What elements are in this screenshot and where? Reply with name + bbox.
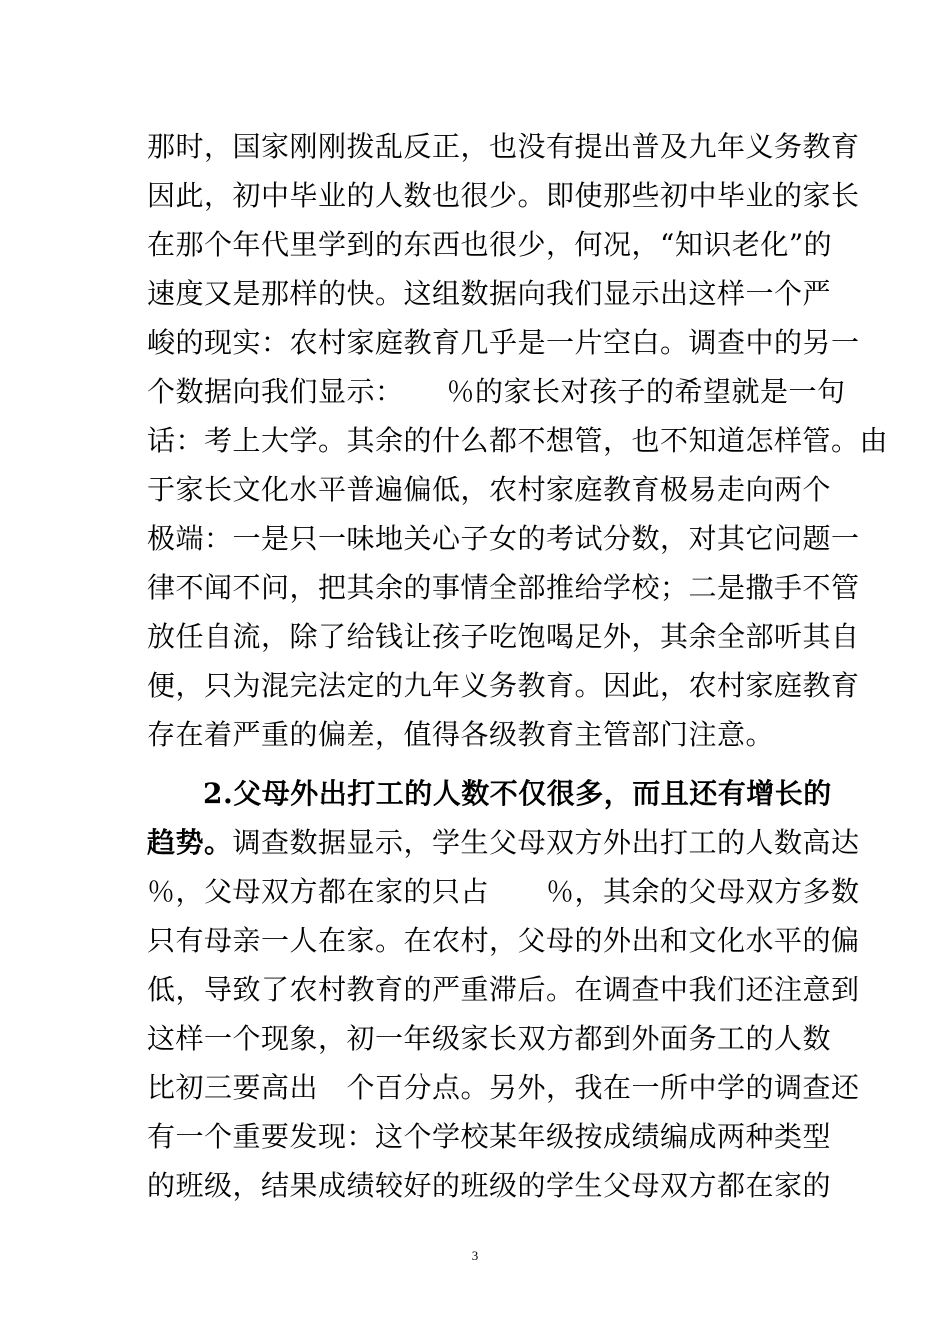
text-line: 在那个年代里学到的东西也很少，何况，“知识老化”的 [147,228,833,261]
text-line: 极端：一是只一味地关心子女的考试分数，对其它问题一 [147,522,860,555]
text-line: 便，只为混完法定的九年义务教育。因此，农村家庭教育 [147,669,860,702]
text-line [147,823,860,863]
text-line: 这样一个现象，初一年级家长双方都到外面务工的人数 [147,1022,832,1055]
text-span: 调查数据显示，学生父母双方外出打工的人数高达 [232,826,860,859]
text-line: 低，导致了农村教育的严重滞后。在调查中我们还注意到 [147,973,860,1006]
text-line: 放任自流，除了给钱让孩子吃饱喝足外，其余全部听其自 [147,620,860,653]
text-line: 有一个重要发现：这个学校某年级按成绩编成两种类型 [147,1120,832,1153]
text-line: 于家长文化水平普遍偏低，农村家庭教育极易走向两个 [147,473,832,506]
text-line: 因此，初中毕业的人数也很少。即使那些初中毕业的家长 [147,179,860,212]
text-line: 个数据向我们显示： ％的家长对孩子的希望就是一句 [147,375,846,408]
text-line: 律不闻不问，把其余的事情全部推给学校；二是撒手不管 [147,571,860,604]
text-line: 的班级，结果成绩较好的班级的学生父母双方都在家的 [147,1169,832,1202]
page-number: 3 [471,1248,479,1263]
section-heading-continued: 趋势。 [147,826,233,859]
section-heading: 2.父母外出打工的人数不仅很多，而且还有增长的 [203,777,832,810]
text-line: 峻的现实：农村家庭教育几乎是一片空白。调查中的另一 [147,326,860,359]
text-line: 比初三要高出 个百分点。另外，我在一所中学的调查还 [147,1071,860,1104]
text-line: 话：考上大学。其余的什么都不想管，也不知道怎样管。由 [147,424,889,457]
text-line: ％，父母双方都在家的只占 ％，其余的父母双方多数 [147,875,860,908]
text-line: 速度又是那样的快。这组数据向我们显示出这样一个严 [147,277,832,310]
text-line: 那时，国家刚刚拨乱反正，也没有提出普及九年义务教育 [147,130,860,163]
text-line: 只有母亲一人在家。在农村，父母的外出和文化水平的偏 [147,924,860,957]
text-line: 存在着严重的偏差，值得各级教育主管部门注意。 [147,718,775,751]
